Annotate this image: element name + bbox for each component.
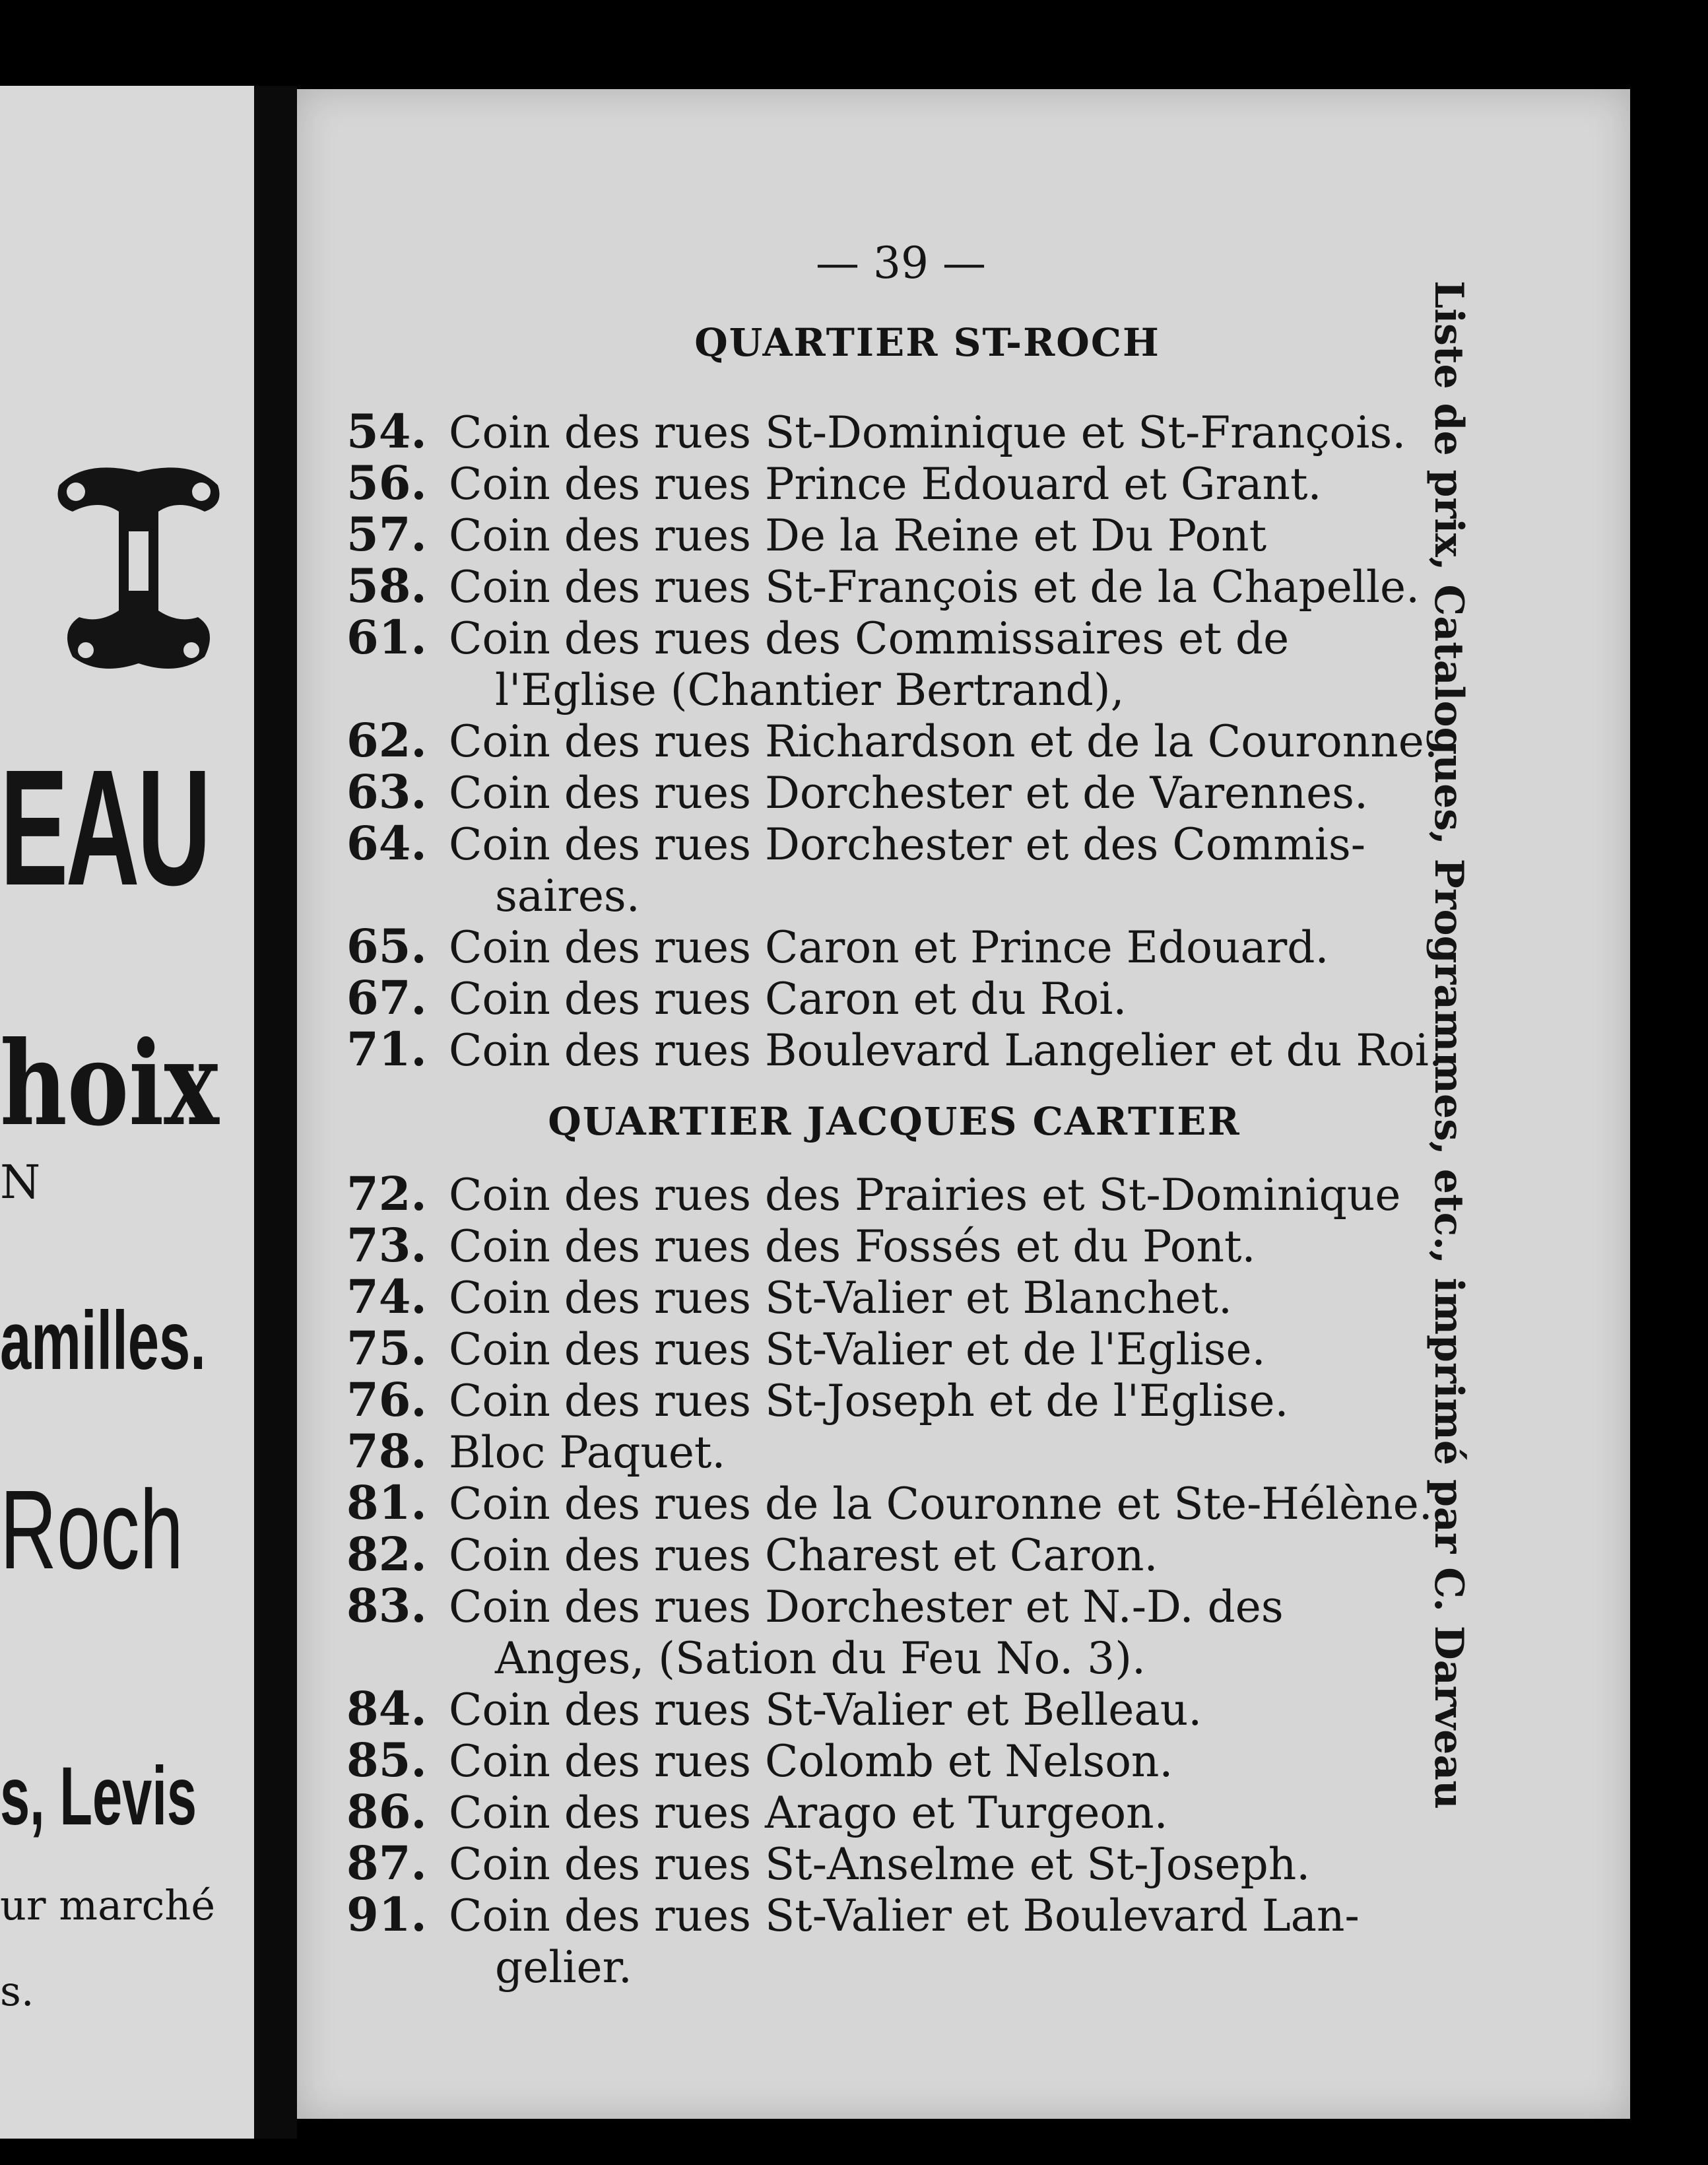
entry-number: 61. — [346, 610, 427, 665]
left-fragment-hoix: hoix — [0, 1016, 219, 1152]
left-fragment-eau: EAU — [0, 735, 209, 919]
list-item — [346, 715, 1468, 768]
entry-number: 56. — [346, 455, 427, 510]
left-fragment-levis: s, Levis — [0, 1750, 197, 1842]
entry-text: Coin des rues De la Reine et Du Pont — [449, 510, 1267, 561]
list-item — [346, 406, 1468, 459]
entry-continuation: saires. — [495, 871, 640, 921]
entry-number: 72. — [346, 1166, 427, 1221]
list-item — [346, 1374, 1468, 1427]
entry-text: Coin des rues St-Dominique et St-François. — [449, 407, 1406, 458]
entry-text: Coin des rues Colomb et Nelson. — [449, 1736, 1173, 1787]
entry-text: Coin des rues Charest et Caron. — [449, 1530, 1158, 1581]
entry-number: 74. — [346, 1269, 427, 1324]
entry-text: Coin des rues St-Joseph et de l'Eglise. — [449, 1376, 1289, 1426]
entry-text: Coin des rues Boulevard Langelier et du Roi. — [449, 1025, 1443, 1076]
list-item — [346, 612, 1468, 716]
list-item — [346, 560, 1468, 613]
list-item — [346, 921, 1468, 974]
entry-number: 73. — [346, 1218, 427, 1273]
list-item — [346, 972, 1468, 1025]
entry-text: Coin des rues des Fossés et du Pont. — [449, 1221, 1256, 1272]
entry-text: Coin des rues Dorchester et N.-D. des — [449, 1582, 1284, 1632]
entry-number: 75. — [346, 1321, 427, 1376]
entry-number: 67. — [346, 970, 427, 1025]
ornamental-initial-icon — [46, 459, 231, 683]
list-item — [346, 1477, 1468, 1530]
list-item — [346, 1271, 1468, 1324]
left-fragment-s: s. — [0, 1967, 34, 2015]
list-item — [346, 1220, 1468, 1273]
section-title-st-roch: QUARTIER ST-ROCH — [694, 320, 1160, 365]
entry-number: 86. — [346, 1784, 427, 1839]
entry-number: 78. — [346, 1424, 427, 1479]
section-title-jacques-cartier: QUARTIER JACQUES CARTIER — [548, 1099, 1241, 1144]
left-facing-page — [0, 86, 254, 2139]
left-fragment-marche: ur marché — [0, 1881, 216, 1929]
entry-text: Coin des rues Dorchester et des Commis- — [449, 819, 1366, 870]
entry-text: Coin des rues Caron et Prince Edouard. — [449, 922, 1329, 973]
entry-continuation: gelier. — [495, 1942, 632, 1993]
entry-text: Coin des rues Caron et du Roi. — [449, 974, 1127, 1024]
list-item — [346, 1323, 1468, 1376]
entry-number: 83. — [346, 1578, 427, 1633]
entry-number: 57. — [346, 507, 427, 562]
entry-continuation: Anges, (Sation du Feu No. 3). — [495, 1633, 1146, 1684]
entry-text: Coin des rues St-Valier et Belleau. — [449, 1684, 1202, 1735]
entry-text: Coin des rues Richardson et de la Couronne. — [449, 716, 1438, 767]
entry-text: Coin des rues St-Valier et de l'Eglise. — [449, 1324, 1266, 1375]
entry-number: 85. — [346, 1733, 427, 1787]
entry-text: Coin des rues St-Valier et Boulevard Lan- — [449, 1890, 1360, 1941]
left-fragment-roch: Roch — [0, 1467, 183, 1593]
entry-number: 71. — [346, 1022, 427, 1077]
entry-text: Coin des rues des Commissaires et de — [449, 613, 1290, 664]
list-item — [346, 1889, 1468, 1993]
entry-text: Coin des rues St-Anselme et St-Joseph. — [449, 1839, 1311, 1890]
list-item — [346, 1168, 1468, 1221]
entry-number: 54. — [346, 404, 427, 459]
entry-number: 63. — [346, 764, 427, 819]
list-item — [346, 509, 1468, 562]
entry-text: Coin des rues de la Couronne et Ste-Hélène. — [449, 1479, 1433, 1529]
entry-number: 62. — [346, 713, 427, 768]
list-item — [346, 1580, 1468, 1684]
entry-text: Coin des rues Dorchester et de Varennes. — [449, 768, 1368, 818]
page-number: — 39 — — [816, 238, 986, 288]
entry-number: 81. — [346, 1475, 427, 1530]
list-item — [346, 818, 1468, 922]
vertical-margin-text: Liste de prix, Catalogues, Programmes, etc., imprimé par C. Darveau — [1426, 281, 1472, 1809]
list-item — [346, 1838, 1468, 1890]
entry-number: 82. — [346, 1527, 427, 1582]
entry-continuation: l'Eglise (Chantier Bertrand), — [495, 665, 1125, 716]
entry-number: 76. — [346, 1372, 427, 1427]
left-fragment-amilles: amilles. — [0, 1295, 206, 1387]
entry-number: 65. — [346, 919, 427, 974]
vertical-margin-advertisement — [1426, 281, 1472, 1997]
list-item — [346, 766, 1468, 819]
entry-text: Bloc Paquet. — [449, 1427, 726, 1478]
entry-number: 84. — [346, 1681, 427, 1736]
entry-text: Coin des rues St-Valier et Blanchet. — [449, 1273, 1233, 1323]
entry-number: 58. — [346, 558, 427, 613]
entry-text: Coin des rues St-François et de la Chapelle. — [449, 562, 1420, 613]
entry-number: 64. — [346, 816, 427, 871]
list-item — [346, 1529, 1468, 1582]
list-item — [346, 1426, 1468, 1479]
list-item — [346, 1024, 1468, 1077]
list-item — [346, 1786, 1468, 1839]
list-item — [346, 1683, 1468, 1736]
list-item — [346, 1735, 1468, 1787]
entry-text: Coin des rues Prince Edouard et Grant. — [449, 459, 1322, 510]
entry-text: Coin des rues Arago et Turgeon. — [449, 1787, 1168, 1838]
left-fragment-n: N — [0, 1155, 41, 1209]
list-item — [346, 457, 1468, 510]
entry-number: 87. — [346, 1836, 427, 1890]
entry-text: Coin des rues des Prairies et St-Dominique — [449, 1170, 1401, 1220]
entry-number: 91. — [346, 1887, 427, 1942]
